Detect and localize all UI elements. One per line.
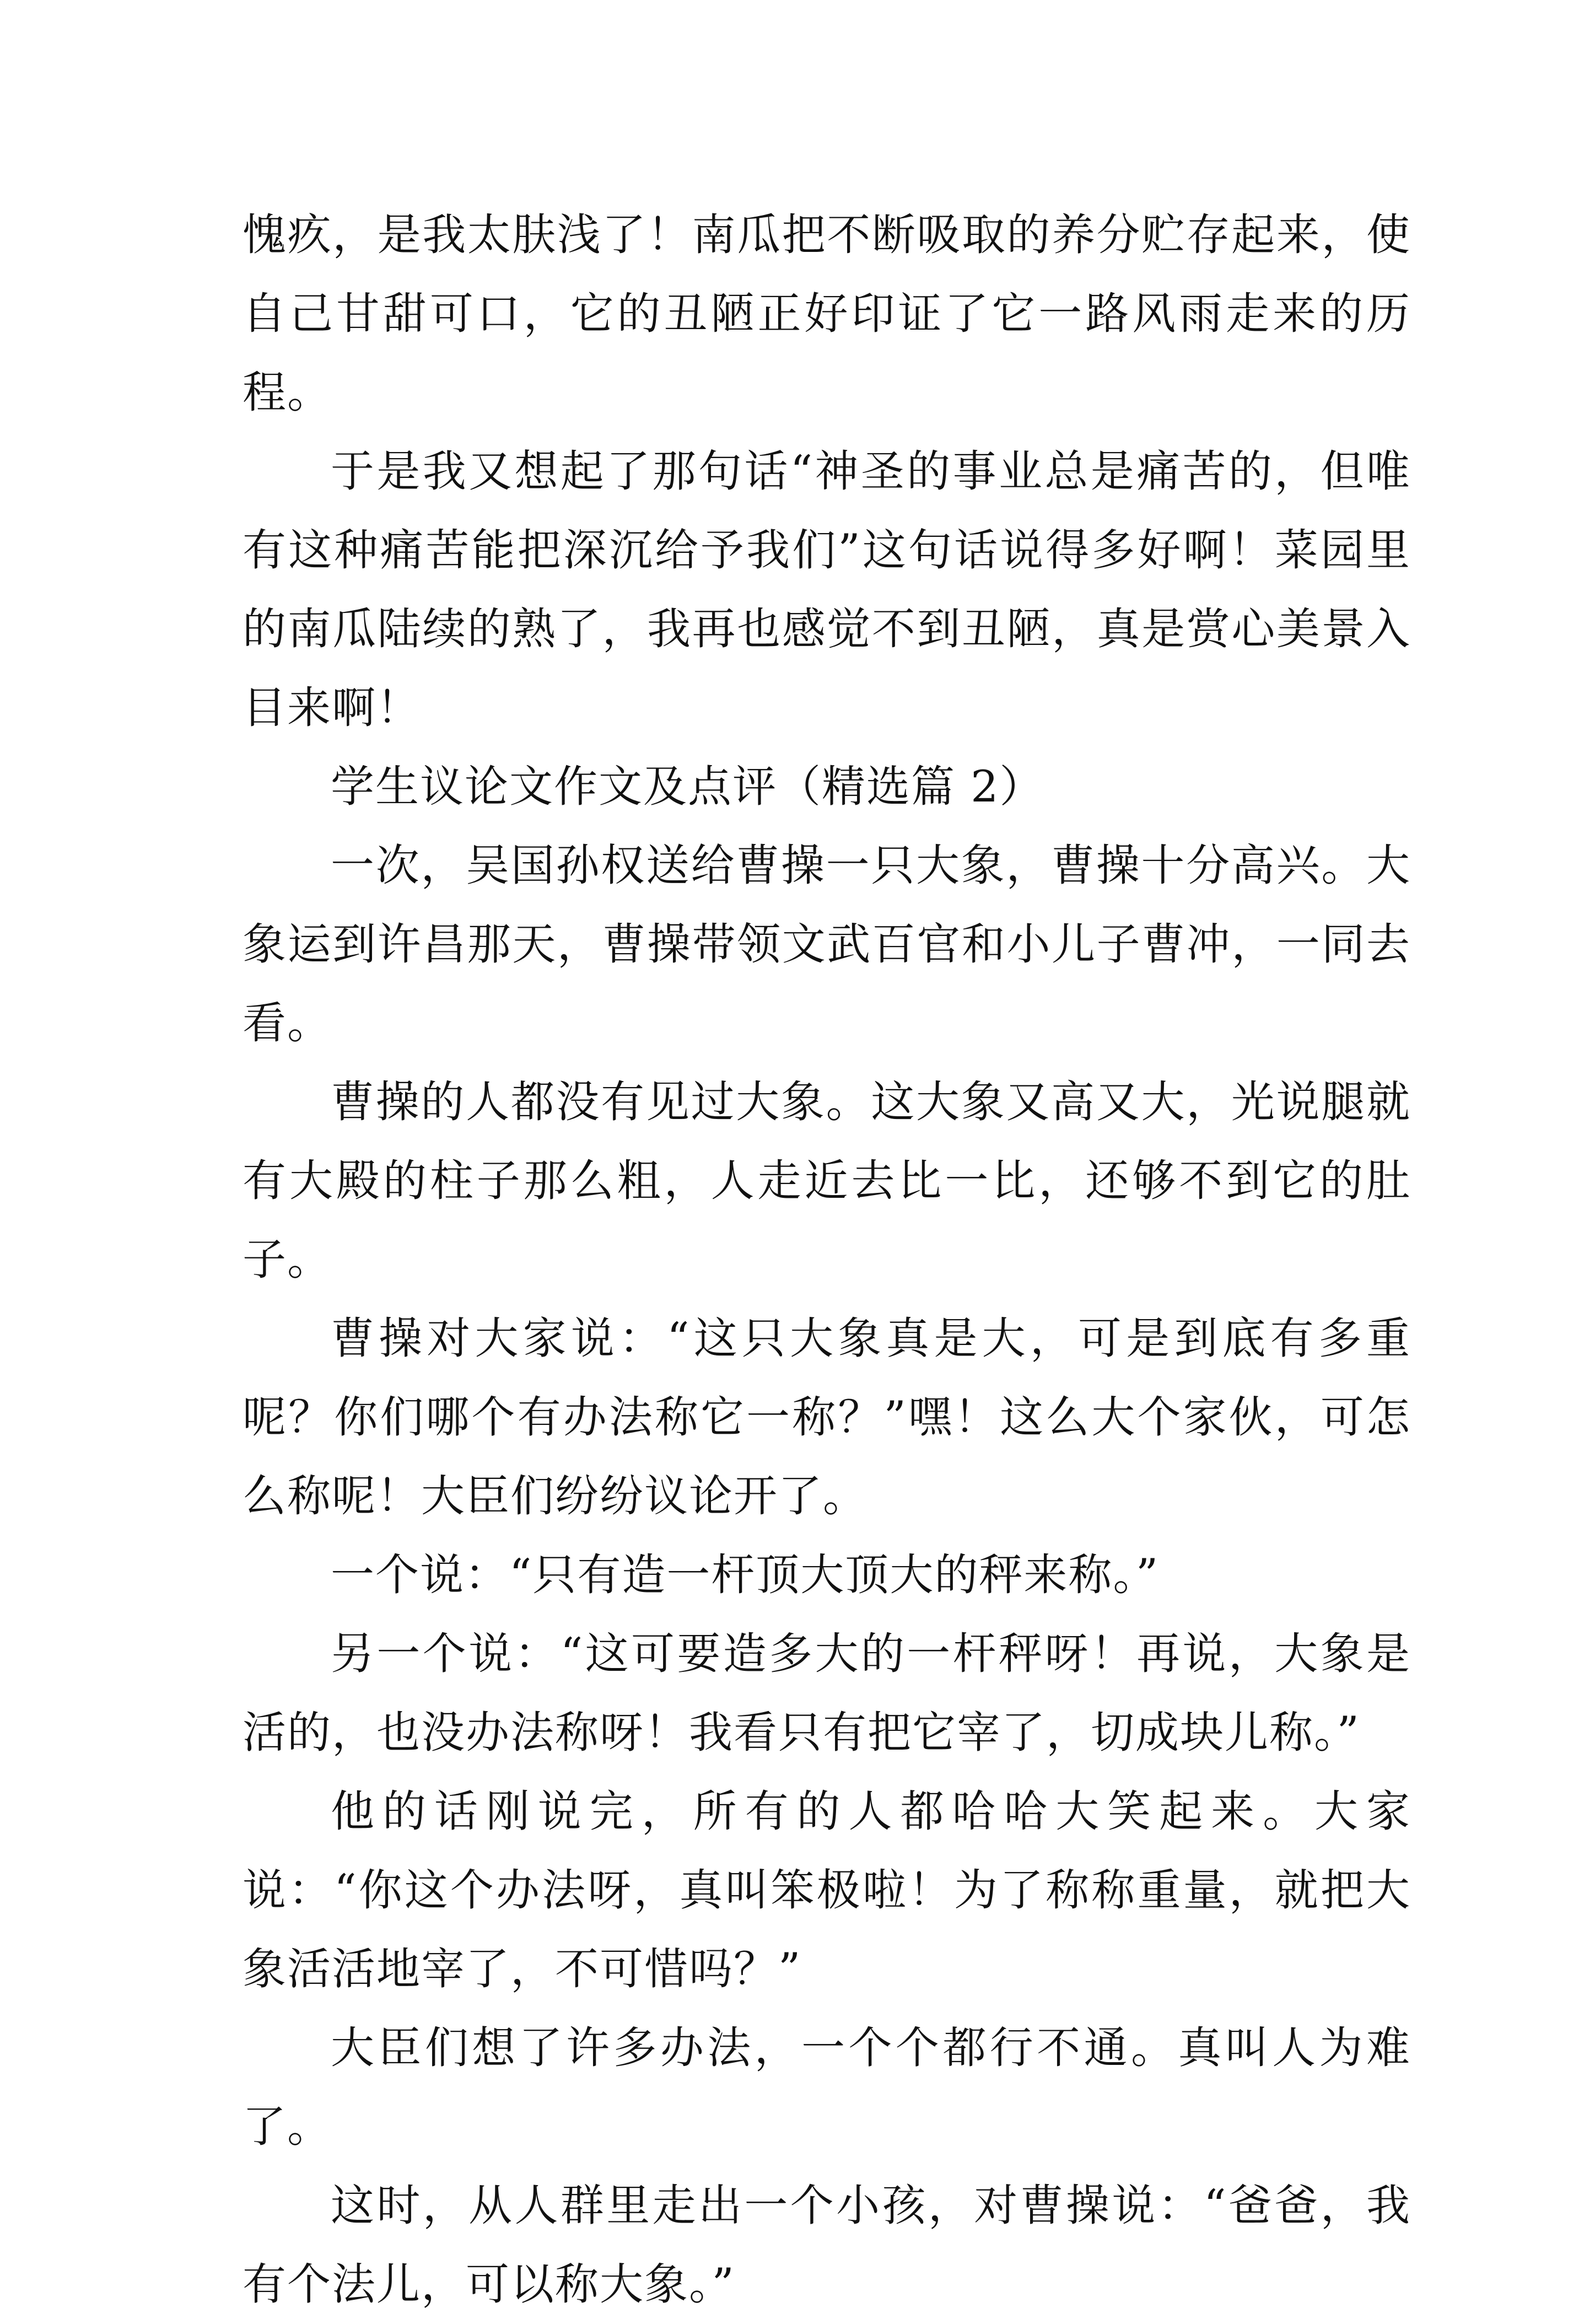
paragraph-5: 曹操对大家说：“这只大象真是大，可是到底有多重呢？你们哪个有办法称它一称？”嘿！这么大个家伙，可怎么称呢！大臣们纷纷议论开了。 [243, 1313, 1411, 1521]
paragraph-2: 于是我又想起了那句话“神圣的事业总是痛苦的，但唯有这种痛苦能把深沉给予我们”这句话说得多好啊！菜园里的南瓜陆续的熟了，我再也感觉不到丑陋，真是赏心美景入目来啊！ [243, 446, 1411, 733]
document-body [243, 196, 1411, 2324]
section-heading: 学生议论文作文及点评（精选篇 2） [331, 761, 1044, 812]
paragraph-3: 一次，吴国孙权送给曹操一只大象，曹操十分高兴。大象运到许昌那天，曹操带领文武百官和小儿子曹冲，一同去看。 [243, 840, 1411, 1048]
paragraph-7: 另一个说：“这可要造多大的一杆秤呀！再说，大象是活的，也没办法称呀！我看只有把它宰了，切成块儿称。” [243, 1628, 1411, 1758]
paragraph-1: 愧疚，是我太肤浅了！南瓜把不断吸取的养分贮存起来，使自己甘甜可口，它的丑陋正好印证了它一路风雨走来的历程。 [243, 209, 1411, 418]
paragraph-6: 一个说：“只有造一杆顶大顶大的秤来称。” [331, 1550, 1160, 1600]
paragraph-8: 他的话刚说完，所有的人都哈哈大笑起来。大家说：“你这个办法呀，真叫笨极啦！为了称称重量，就把大象活活地宰了，不可惜吗？” [243, 1786, 1411, 1994]
paragraph-9: 大臣们想了许多办法，一个个都行不通。真叫人为难了。 [243, 2022, 1411, 2152]
paragraph-10: 这时，从人群里走出一个小孩，对曹操说：“爸爸，我有个法儿，可以称大象。” [243, 2180, 1411, 2310]
paragraph-4: 曹操的人都没有见过大象。这大象又高又大，光说腿就有大殿的柱子那么粗，人走近去比一比，还够不到它的肚子。 [243, 1077, 1411, 1285]
